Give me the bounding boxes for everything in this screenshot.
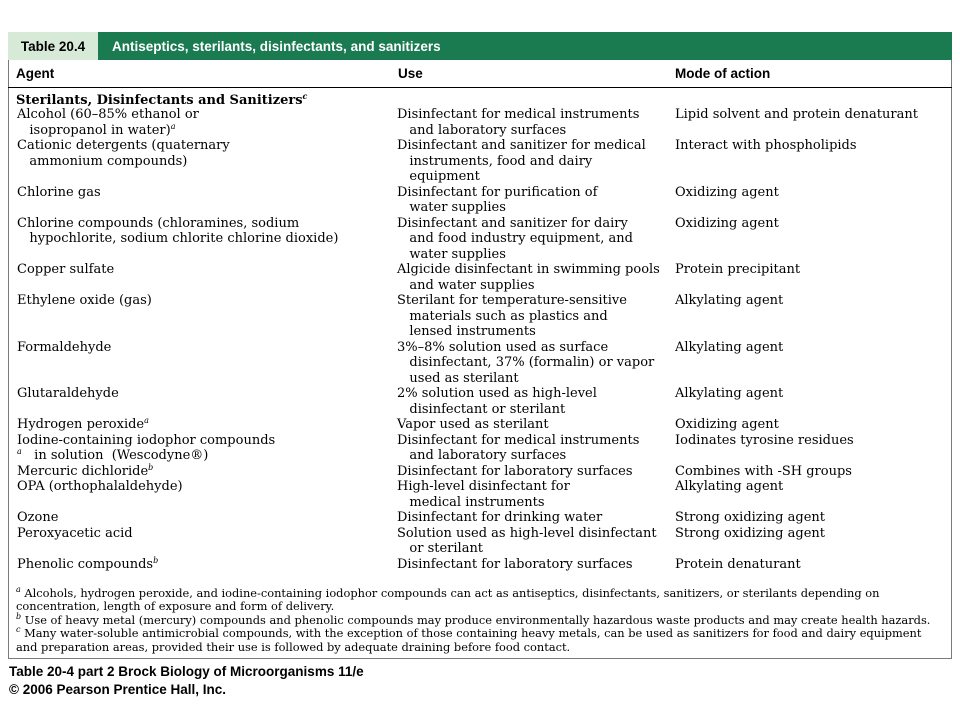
column-header-use: Use	[398, 66, 423, 81]
cell-agent	[17, 107, 199, 138]
cell-line: and food industry equipment, and	[397, 231, 633, 246]
cell-line: medical instruments	[397, 494, 545, 510]
cell-line: Iodine-containing iodophor compounds	[17, 432, 276, 448]
cell-line: instruments, food and dairy	[397, 153, 593, 169]
figure-caption	[9, 663, 364, 699]
cell-line: Chlorine compounds (chloramines, sodium	[17, 215, 300, 231]
caption-line-2: © 2006 Pearson Prentice Hall, Inc.	[9, 682, 227, 697]
cell-line: Hydrogen peroxide$^a$	[17, 416, 149, 432]
cell-line: Phenolic compounds$^b$	[17, 555, 159, 572]
cell-line: Cationic detergents (quaternary	[17, 138, 230, 153]
cell-line: Solution used as high-level disinfectant	[397, 525, 657, 541]
cell-use	[397, 262, 660, 293]
cell-line: $^a$ in solution (Wescodyne®)	[17, 447, 209, 463]
cell-use	[397, 433, 639, 464]
cell-line: Algicide disinfectant in swimming pools	[397, 262, 660, 277]
cell-agent	[17, 340, 111, 356]
cell-agent	[17, 479, 183, 495]
cell-mode	[675, 138, 857, 154]
cell-line: disinfectant or sterilant	[397, 401, 566, 417]
cell-agent	[17, 293, 152, 309]
cell-use	[397, 185, 597, 216]
cell-line: or sterilant	[397, 541, 484, 556]
cell-agent	[17, 417, 149, 433]
footnote-mark: a	[144, 416, 149, 425]
section-label	[16, 93, 307, 108]
cell-agent	[17, 216, 338, 247]
cell-line: Lipid solvent and protein denaturant	[675, 107, 918, 122]
cell-line: Alcohol (60–85% ethanol or	[17, 107, 199, 122]
cell-line: Strong oxidizing agent	[675, 525, 825, 541]
cell-mode	[675, 340, 783, 356]
cell-use	[397, 340, 654, 387]
footnote-mark: b	[16, 611, 22, 621]
cell-use	[397, 526, 657, 557]
cell-use	[397, 293, 627, 340]
cell-line: Disinfectant for purification of	[397, 184, 598, 200]
cell-agent	[17, 386, 119, 402]
cell-line: Chlorine gas	[17, 184, 101, 200]
cell-line: Disinfectant and sanitizer for dairy	[397, 215, 628, 231]
cell-mode	[675, 185, 779, 201]
cell-mode	[675, 262, 800, 278]
cell-agent	[17, 433, 275, 464]
cell-line: Alkylating agent	[675, 293, 784, 308]
footnote-text: Use of heavy metal (mercury) compounds and phenolic compounds may produce environmentally hazardous waste products and may create health hazards.	[21, 612, 931, 627]
cell-line: Peroxyacetic acid	[17, 525, 133, 541]
cell-line: Ethylene oxide (gas)	[17, 293, 152, 308]
footnote-c	[16, 627, 946, 654]
cell-line: isopropanol in water)$^a$	[17, 121, 176, 138]
cell-line: Disinfectant for medical instruments	[397, 107, 640, 122]
cell-agent	[17, 510, 58, 526]
cell-use	[397, 510, 602, 526]
cell-mode	[675, 216, 779, 232]
table-number: Table 20.4	[8, 32, 98, 60]
cell-line: Sterilant for temperature-sensitive	[397, 293, 627, 308]
cell-line: Disinfectant for medical instruments	[397, 432, 640, 448]
cell-line: ammonium compounds)	[17, 153, 188, 169]
cell-use	[397, 138, 646, 185]
cell-line: and laboratory surfaces	[397, 448, 567, 463]
cell-line: lensed instruments	[397, 324, 536, 339]
cell-line: Disinfectant and sanitizer for medical	[397, 138, 646, 153]
column-header-agent: Agent	[16, 66, 55, 81]
cell-line: and laboratory surfaces	[397, 122, 567, 138]
cell-line: Alkylating agent	[675, 479, 784, 494]
cell-line: and water supplies	[397, 277, 535, 293]
footnote-mark: a	[17, 447, 22, 456]
footnote-mark: a	[16, 585, 21, 594]
cell-use	[397, 107, 639, 138]
cell-line: Disinfectant for laboratory surfaces	[397, 556, 633, 572]
cell-line: Disinfectant for laboratory surfaces	[397, 463, 633, 479]
cell-line: Alkylating agent	[675, 386, 784, 401]
section-label-sup: c	[302, 91, 308, 101]
cell-line: Disinfectant for drinking water	[397, 510, 603, 525]
cell-mode	[675, 433, 854, 449]
cell-agent	[17, 464, 153, 480]
cell-line: 3%–8% solution used as surface	[397, 339, 609, 355]
cell-line: High-level disinfectant for	[397, 479, 570, 494]
cell-mode	[675, 526, 825, 542]
cell-line: equipment	[397, 169, 480, 184]
cell-line: Iodinates tyrosine residues	[675, 432, 854, 448]
cell-line: Ozone	[17, 510, 59, 525]
cell-agent	[17, 138, 230, 169]
cell-mode	[675, 107, 918, 123]
table-title: Antiseptics, sterilants, disinfectants, and sanitizers	[112, 38, 441, 54]
cell-mode	[675, 386, 783, 402]
cell-mode	[675, 417, 779, 433]
cell-line: Oxidizing agent	[675, 184, 779, 200]
section-label-text: Sterilants, Disinfectants and Sanitizers	[16, 93, 303, 108]
cell-agent	[17, 185, 101, 201]
cell-line: Protein denaturant	[675, 556, 801, 572]
cell-line: used as sterilant	[397, 370, 519, 386]
cell-use	[397, 464, 633, 480]
cell-line: Formaldehyde	[17, 339, 112, 355]
cell-line: Mercuric dichloride$^b$	[17, 462, 154, 479]
footnote-a	[16, 587, 946, 614]
cell-line: materials such as plastics and	[397, 308, 608, 324]
cell-mode	[675, 557, 801, 573]
footnote-mark: b	[153, 555, 159, 565]
footnote-mark: c	[16, 625, 21, 635]
cell-line: Alkylating agent	[675, 339, 784, 355]
caption-line-1: Table 20-4 part 2 Brock Biology of Microorganisms 11/e	[9, 664, 364, 679]
table-title-bar	[8, 32, 952, 60]
cell-line: Oxidizing agent	[675, 215, 779, 231]
footnotes	[16, 587, 946, 654]
cell-line: 2% solution used as high-level	[397, 386, 597, 401]
cell-line: Interact with phospholipids	[675, 138, 857, 153]
cell-line: Combines with -SH groups	[675, 463, 852, 479]
cell-use	[397, 386, 597, 417]
cell-line: OPA (orthophalaldehyde)	[17, 479, 183, 494]
footnote-text: Many water-soluble antimicrobial compounds, with the exception of those containing heavy metals, can be used as sanitizers for food and dairy equipment and preparation areas, provided their use is followed by adequate draining before food contact.	[16, 626, 922, 654]
cell-agent	[17, 557, 158, 573]
footnote-mark: a	[170, 121, 176, 131]
cell-line: Strong oxidizing agent	[675, 510, 825, 525]
cell-mode	[675, 464, 852, 480]
cell-line: Glutaraldehyde	[17, 386, 119, 401]
cell-use	[397, 557, 633, 573]
cell-line: Vapor used as sterilant	[397, 417, 549, 432]
cell-line: water supplies	[397, 200, 506, 215]
cell-agent	[17, 262, 114, 278]
cell-use	[397, 417, 549, 433]
cell-line: hypochlorite, sodium chlorite chlorine dioxide)	[17, 231, 339, 246]
cell-line: Protein precipitant	[675, 262, 801, 277]
cell-mode	[675, 479, 783, 495]
cell-line: disinfectant, 37% (formalin) or vapor	[397, 355, 655, 370]
cell-mode	[675, 510, 825, 526]
footnote-text: Alcohols, hydrogen peroxide, and iodine-containing iodophor compounds can act as antiseptics, disinfectants, sanitizers, or sterilants depending on concentration, length of exposure and form of delivery.	[16, 586, 880, 614]
cell-line: Oxidizing agent	[675, 417, 779, 432]
cell-line: Copper sulfate	[17, 262, 115, 277]
column-header-mode: Mode of action	[675, 66, 771, 81]
cell-use	[397, 216, 633, 263]
cell-use	[397, 479, 570, 510]
cell-line: water supplies	[397, 246, 506, 262]
table-header	[8, 61, 952, 88]
cell-mode	[675, 293, 783, 309]
cell-agent	[17, 526, 133, 542]
footnote-mark: b	[148, 462, 154, 472]
